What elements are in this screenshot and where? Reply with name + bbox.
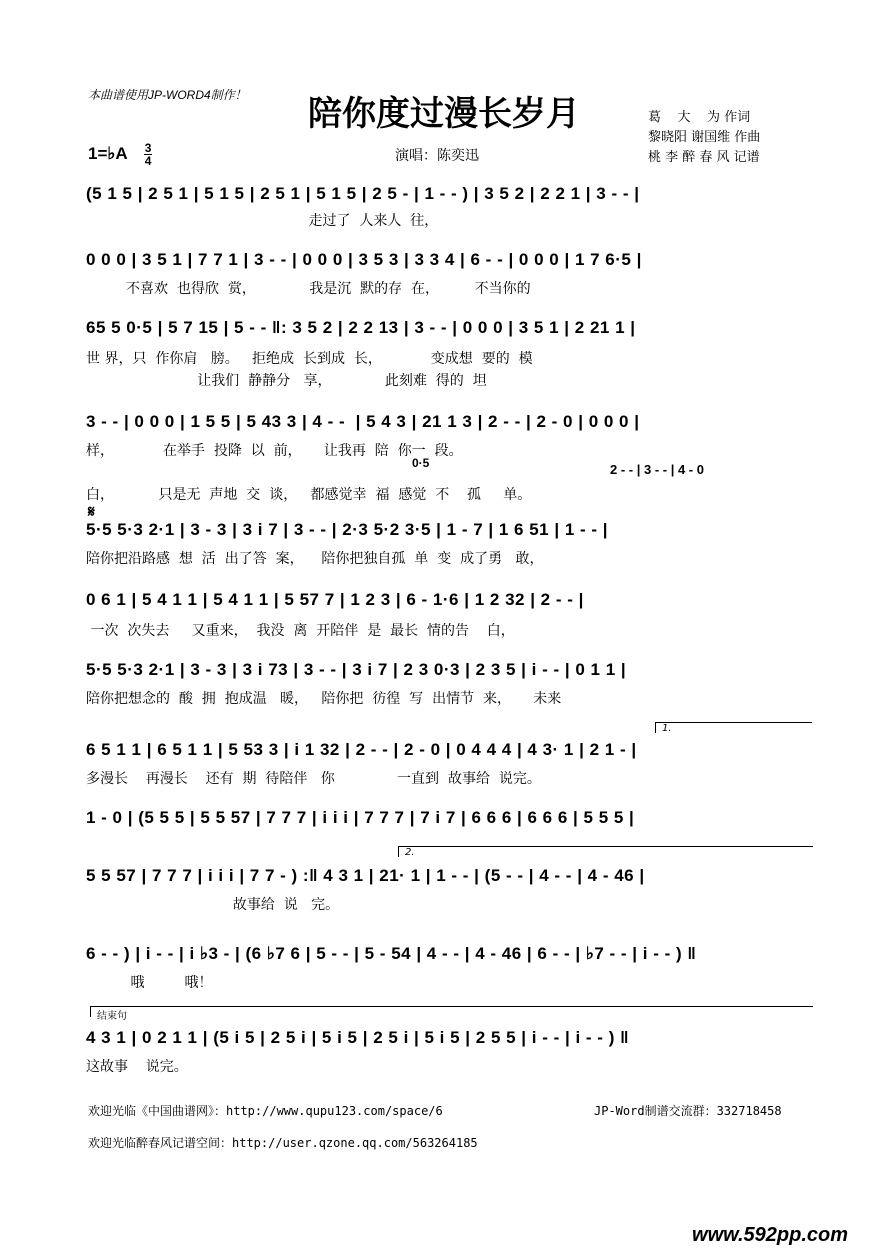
notation-row-8: 6 5 1 1 | 6 5 1 1 | 5 53 3 | i 1 32 | 2 - - | 2 - 0 | 0 4 4 4 | 4 3· 1 | 2 1 - | [86, 740, 637, 759]
time-bottom: 4 [144, 154, 152, 168]
song-title: 陪你度过漫长岁月 [308, 94, 580, 134]
key-signature [88, 142, 152, 167]
lyric-row-6: 一次 次失去 又重来， 我没 离 开陪伴 是 最长 情的告 白， [86, 623, 515, 639]
credits [648, 108, 760, 168]
lyric-row-4b: 白， 只是无 声地 交 谈， 都感觉幸 福 感觉 不 孤 单。 [86, 487, 532, 503]
time-signature [144, 142, 153, 167]
lyric-row-10: 故事给 说 完。 [86, 897, 340, 913]
lyric-row-1: 走过了 人来人 往， [86, 213, 439, 229]
lyric-row-3a: 世 界，只 作你肩 膀。 拒绝成 长到成 长， 变成想 要的 模 [86, 351, 533, 367]
notation-row-6: 0 6 1 | 5 4 1 1 | 5 4 1 1 | 5 57 7 | 1 2 3 | 6 - 1·6 | 1 2 32 | 2 - - | [86, 590, 584, 609]
lyric-row-3b: 让我们 静静分 享， 此刻难 得的 坦 [86, 373, 487, 389]
footer-site-link: 欢迎光临《中国曲谱网》：http://www.qupu123.com/space/6 [88, 1104, 443, 1118]
footer-qq-group: JP-Word制谱交流群：332718458 [594, 1104, 782, 1118]
alt-ending-notes: 2 - - | 3 - - | 4 - 0 [610, 462, 704, 477]
software-note: 本曲谱使用JP-WORD4制作！ [88, 88, 247, 102]
key-label: 1=♭A [88, 143, 128, 163]
watermark: www.592pp.com [692, 1224, 848, 1246]
notation-row-1: (5 1 5 | 2 5 1 | 5 1 5 | 2 5 1 | 5 1 5 | 2 5 - | 1 - - ) | 3 5 2 | 2 2 1 | 3 - - | [86, 184, 640, 203]
transcriber-credit: 桃 李 醉 春 风 记谱 [648, 150, 760, 165]
footer-space-link: 欢迎光临醉春风记谱空间：http://user.qzone.qq.com/563264185 [88, 1136, 478, 1150]
lyric-row-4a: 样， 在举手 投降 以 前， 让我再 陪 你一 段。 [86, 443, 463, 459]
notation-row-4: 3 - - | 0 0 0 | 1 5 5 | 5 43 3 | 4 - - | 5 4 3 | 21 1 3 | 2 - - | 2 - 0 | 0 0 0 | [86, 412, 640, 431]
second-ending-bracket: 2. [398, 846, 813, 857]
notation-row-5: 5·5 5·3 2·1 | 3 - 3 | 3 i 7 | 3 - - | 2·3 5·2 3·5 | 1 - 7 | 1 6 51 | 1 - - | [86, 520, 609, 539]
first-ending-bracket: 1. [655, 722, 812, 733]
notation-row-10: 5 5 57 | 7 7 7 | i i i | 7 7 - ) :‖ 4 3 1 | 21· 1 | 1 - - | (5 - - | 4 - - | 4 - 46 | [86, 866, 645, 885]
lyric-row-7: 陪你把想念的 酸 拥 抱成温 暖， 陪你把 彷徨 写 出情节 来， 未来 [86, 691, 562, 707]
notation-row-7: 5·5 5·3 2·1 | 3 - 3 | 3 i 73 | 3 - - | 3 i 7 | 2 3 0·3 | 2 3 5 | i - - | 0 1 1 | [86, 660, 627, 679]
notation-row-11: 6 - - ) | i - - | i ♭3 - | (6 ♭7 6 | 5 - - | 5 - 54 | 4 - - | 4 - 46 | 6 - - | ♭7 - - | i - - ) ‖ [86, 944, 697, 963]
lyric-row-8: 多漫长 再漫长 还有 期 待陪伴 你 一直到 故事给 说完。 [86, 771, 541, 787]
singer: 演唱：陈奕迅 [395, 148, 479, 164]
notation-row-2: 0 0 0 | 3 5 1 | 7 7 1 | 3 - - | 0 0 0 | 3 5 3 | 3 3 4 | 6 - - | 0 0 0 | 1 7 6·5 | [86, 250, 642, 269]
lyric-row-5: 陪你把沿路感 想 活 出了答 案， 陪你把独自孤 单 变 成了勇 敢， [86, 551, 544, 567]
pickup-note: 0·5 [412, 456, 430, 470]
time-top: 3 [144, 141, 152, 155]
notation-row-9: 1 - 0 | (5 5 5 | 5 5 57 | 7 7 7 | i i i | 7 7 7 | 7 i 7 | 6 6 6 | 6 6 6 | 5 5 5 | [86, 808, 635, 827]
coda-bracket: 结束句 [90, 1006, 813, 1017]
segno-sign: 𝄋 [88, 502, 95, 521]
lyricist-credit: 葛 大 为 作词 [648, 110, 751, 125]
lyric-row-2: 不喜欢 也得欣 赏， 我是沉 默的存 在， 不当你的 [86, 281, 531, 297]
lyric-row-11: 哦 哦！ [86, 975, 213, 991]
notation-row-3: 65 5 0·5 | 5 7 15 | 5 - - ‖: 3 5 2 | 2 2 13 | 3 - - | 0 0 0 | 3 5 1 | 2 21 1 | [86, 318, 636, 337]
lyric-row-12: 这故事 说完。 [86, 1059, 188, 1075]
composer-credit: 黎晓阳 谢国维 作曲 [648, 130, 761, 145]
notation-row-12: 4 3 1 | 0 2 1 1 | (5 i 5 | 2 5 i | 5 i 5 | 2 5 i | 5 i 5 | 2 5 5 | i - - | i - - ) ‖ [86, 1028, 630, 1047]
